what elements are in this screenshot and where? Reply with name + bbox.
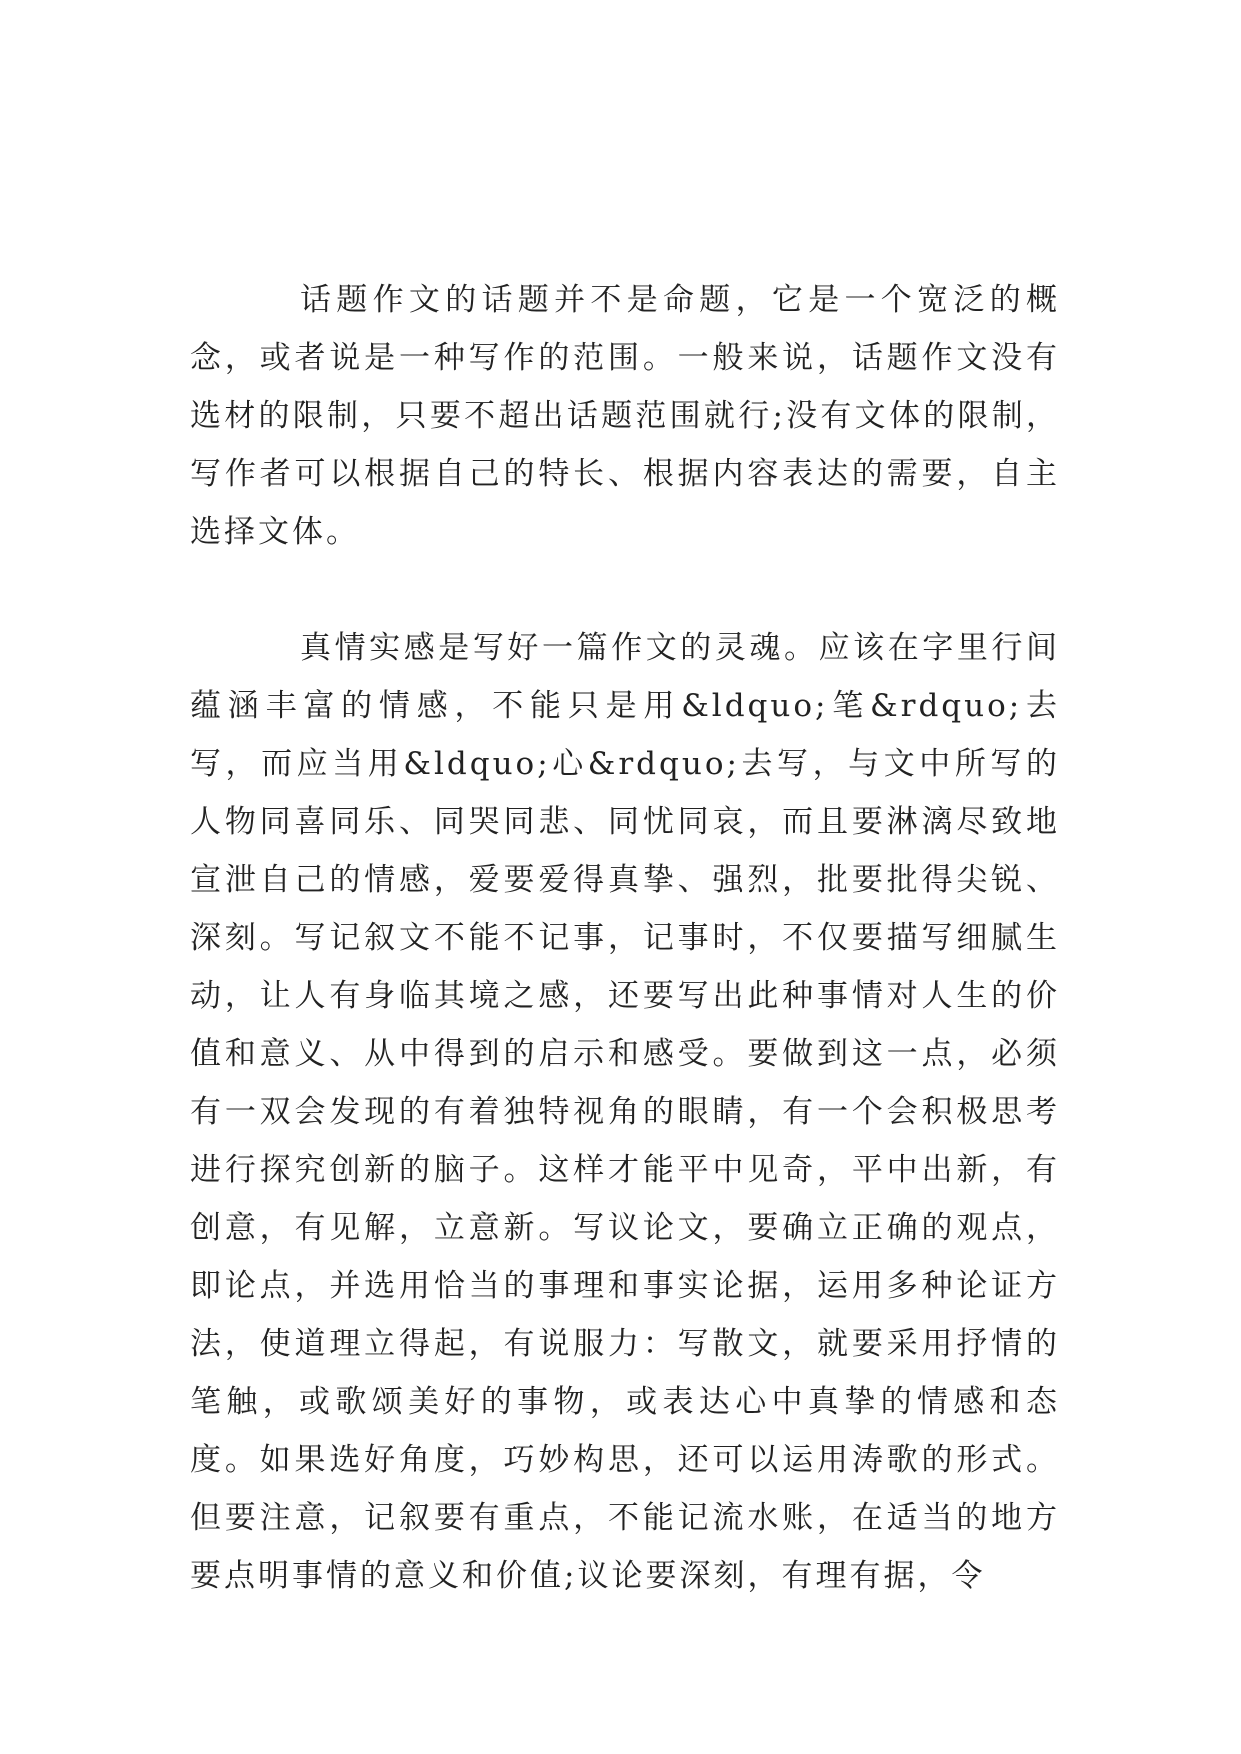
paragraph-genuine-emotion: 真情实感是写好一篇作文的灵魂。应该在字里行间蕴涵丰富的情感，不能只是用&ldquo;笔&rdquo;去写，而应当用&ldquo;心&rdquo;去写，与文中所写的人物同喜同乐、同哭同悲、同忧同哀，而且要淋漓尽致地宣泄自己的情感，爱要爱得真挚、强烈，批要批得尖锐、深刻。写记叙文不能不记事，记事时，不仅要描写细腻生动，让人有身临其境之感，还要写出此种事情对人生的价值和意义、从中得到的启示和感受。要做到这一点，必须有一双会发现的有着独特视角的眼睛，有一个会积极思考进行探究创新的脑子。这样才能平中见奇，平中出新，有创意，有见解，立意新。写议论文，要确立正确的观点，即论点，并选用恰当的事理和事实论据，运用多种论证方法，使道理立得起，有说服力：写散文，就要采用抒情的笔触，或歌颂美好的事物，或表达心中真挚的情感和态度。如果选好角度，巧妙构思，还可以运用涛歌的形式。但要注意，记叙要有重点，不能记流水账，在适当的地方要点明事情的意义和价值;议论要深刻，有理有据，令 [190, 630, 1060, 1594]
paragraph-topic-essay-definition: 话题作文的话题并不是命题，它是一个宽泛的概念，或者说是一种写作的范围。一般来说，话题作文没有选材的限制，只要不超出话题范围就行;没有文体的限制，写作者可以根据自己的特长、根据内容表达的需要，自主选择文体。 [190, 282, 1060, 550]
